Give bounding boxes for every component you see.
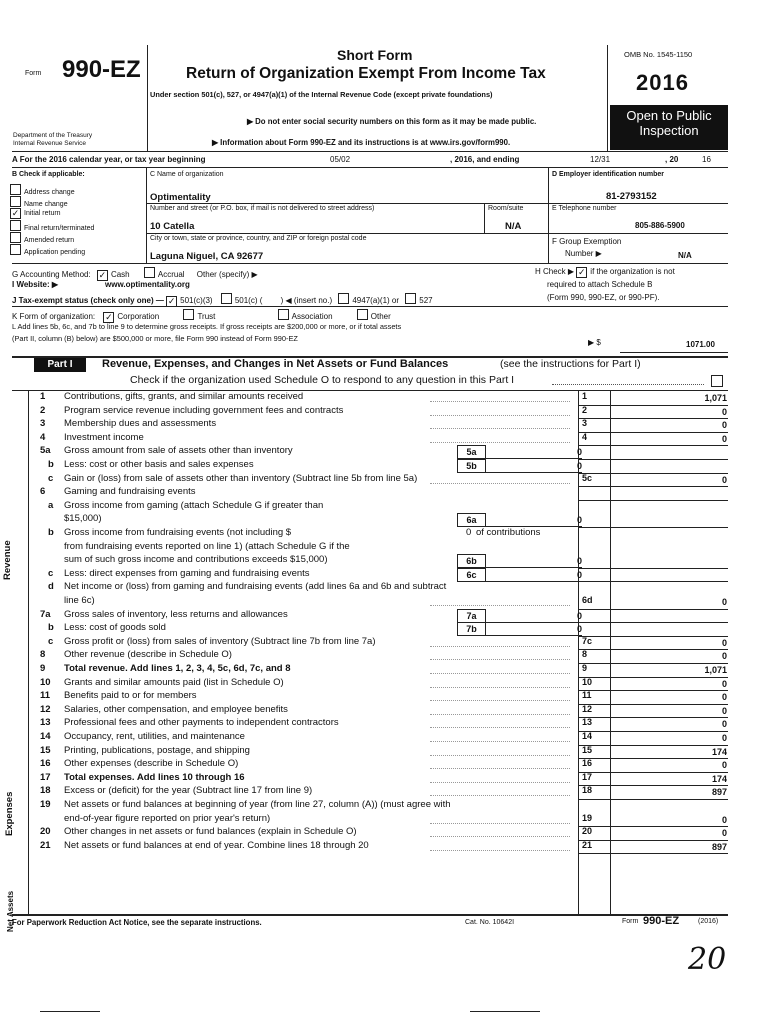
tax-year-begin: 05/02	[330, 155, 351, 164]
omb-number: OMB No. 1545-1150	[624, 50, 693, 59]
line-description: Less: cost of goods sold	[64, 622, 166, 634]
irs-label: Internal Revenue Service	[13, 140, 86, 147]
table-row	[0, 459, 770, 473]
line-description-cont: sum of such gross income and contributions exceeds $15,000)	[64, 554, 328, 566]
line-g-label: G Accounting Method:	[12, 270, 91, 279]
public-inspection-badge	[610, 105, 728, 150]
footer-form-year: (2016)	[698, 918, 719, 925]
line-box-label: 13	[582, 717, 593, 728]
checkbox-501c3[interactable]: ✓	[167, 296, 176, 306]
tax-year-end-year: 16	[702, 155, 711, 164]
leader-dots	[430, 605, 570, 606]
room-label: Room/suite	[488, 205, 524, 212]
line-h-label: H Check ▶	[535, 267, 575, 276]
leader-dots	[430, 795, 570, 796]
line-description: Other revenue (describe in Schedule O)	[64, 649, 232, 661]
form-number: 990-EZ	[62, 56, 141, 83]
checkbox-final-return[interactable]: Final return/terminated	[10, 220, 94, 232]
opt-association: Association	[291, 312, 333, 321]
line-number: c	[48, 472, 54, 484]
line-number: 10	[40, 676, 51, 688]
inner-box-label: 6c	[457, 568, 486, 582]
table-row	[0, 649, 770, 663]
table-row	[0, 527, 770, 568]
line-h-text4: (Form 990, 990-EZ, or 990-PF).	[547, 293, 660, 302]
fundraising-contributions-amount[interactable]: 0	[466, 527, 472, 538]
line-l-text1: L Add lines 5b, 6c, and 7b to line 9 to determine gross receipts. If gross receipts are $200,000 or more, or if total assets	[12, 322, 402, 331]
line-description: Professional fees and other payments to independent contractors	[64, 717, 339, 729]
table-row	[0, 445, 770, 459]
line-number: 2	[40, 404, 46, 416]
line-box-label: 14	[582, 731, 593, 741]
line-description: Net income or (loss) from gaming and fundraising events (add lines 6a and 6b and subtract	[64, 581, 447, 593]
line-a-end-year-label: , 20	[665, 155, 679, 164]
ein-label: D Employer identification number	[552, 171, 665, 178]
public-line2: Inspection	[639, 123, 699, 138]
part1-title-tail: (see the instructions for Part I)	[500, 358, 641, 370]
group-number-label: Number ▶	[565, 249, 602, 258]
line-amount[interactable]: 897	[711, 841, 727, 852]
line-g	[12, 267, 258, 281]
table-row	[0, 432, 770, 446]
line-amount[interactable]: 0	[721, 814, 727, 825]
line-number: 1	[40, 391, 46, 402]
leader-dots	[430, 700, 570, 701]
inner-amount[interactable]: 0	[576, 569, 582, 580]
inner-amount[interactable]: 0	[576, 515, 582, 526]
line-description: Total revenue. Add lines 1, 2, 3, 4, 5c, 6d, 7c, and 8	[64, 663, 291, 674]
inner-amount[interactable]: 0	[576, 447, 582, 458]
line-description: Gross profit or (loss) from sales of inventory (Subtract line 7b from line 7a)	[64, 635, 376, 647]
line-a-mid: , 2016, and ending	[450, 155, 520, 164]
line-box-label: 4	[582, 431, 588, 442]
opt-501c-insert: ) ◀ (insert no.)	[280, 296, 333, 305]
public-line1: Open to Public	[626, 108, 712, 123]
org-name-value[interactable]: Optimentality	[150, 192, 211, 203]
table-row	[0, 690, 770, 704]
line-k	[12, 309, 391, 323]
line-description: Gross income from gaming (attach Schedule G if greater than	[64, 499, 324, 511]
line-amount[interactable]: 174	[711, 746, 727, 757]
line-description: Excess or (deficit) for the year (Subtract line 17 from line 9)	[64, 785, 313, 797]
table-row	[0, 704, 770, 718]
group-exemption-label: F Group Exemption	[552, 237, 622, 246]
line-amount[interactable]: 0	[721, 733, 727, 743]
table-row	[0, 473, 770, 487]
side-label-revenue: Revenue	[2, 540, 13, 580]
city-value[interactable]: Laguna Niguel, CA 92677	[150, 251, 264, 262]
line-description: Less: direct expenses from gaming and fundraising events	[64, 567, 310, 579]
line-number: 8	[40, 649, 46, 661]
line-box-label: 19	[582, 812, 593, 823]
inner-box-label: 7b	[457, 622, 486, 636]
phone-label: E Telephone number	[552, 205, 617, 212]
line-number: 3	[40, 418, 46, 430]
line-description: Gross amount from sale of assets other than inventory	[64, 445, 293, 457]
line-description: Membership dues and assessments	[64, 418, 217, 430]
line-box-label: 20	[582, 826, 593, 837]
website-label: I Website: ▶	[12, 280, 59, 289]
opt-corporation: Corporation	[117, 312, 160, 321]
checkbox-initial-return[interactable]: ✓ Initial return	[11, 208, 61, 218]
line-description: Program service revenue including government fees and contracts	[64, 404, 344, 416]
line-description: Other expenses (describe in Schedule O)	[64, 758, 239, 770]
table-row	[0, 486, 770, 500]
line-description: Investment income	[64, 431, 144, 443]
checkbox-association[interactable]	[278, 309, 289, 320]
line-number: 5a	[40, 445, 51, 457]
line-description: Gaming and fundraising events	[64, 486, 196, 498]
checkbox-address-change[interactable]: Address change	[10, 184, 75, 196]
inner-box-label: 5b	[457, 459, 486, 473]
leader-dots	[430, 850, 570, 851]
street-value[interactable]: 10 Catella	[150, 221, 195, 232]
leader-dots	[430, 836, 570, 837]
table-row	[0, 799, 770, 826]
leader-dots	[430, 714, 570, 715]
table-row	[0, 500, 770, 527]
inner-amount[interactable]: 0	[576, 610, 582, 621]
line-box-label: 1	[582, 391, 588, 401]
table-row	[0, 622, 770, 636]
row-divider	[579, 853, 728, 854]
line-number: a	[48, 499, 54, 511]
table-row	[0, 785, 770, 799]
leader-dots	[430, 401, 570, 402]
line-amount[interactable]: 1,071	[704, 393, 727, 403]
table-row	[0, 745, 770, 759]
line-number: b	[48, 527, 54, 538]
org-name-label: C Name of organization	[150, 171, 224, 178]
leader-dots	[430, 428, 570, 429]
line-number: 18	[40, 785, 51, 797]
street-label: Number and street (or P.O. box, if mail is not delivered to street address)	[150, 205, 375, 212]
line-box-label: 10	[582, 676, 593, 687]
line-number: 19	[40, 799, 51, 810]
line-number: c	[48, 635, 54, 647]
inner-box-label: 5a	[457, 445, 486, 459]
line-box-label: 12	[582, 703, 593, 714]
checkbox-application-pending[interactable]: Application pending	[10, 244, 85, 256]
line-number: 7a	[40, 608, 51, 620]
line-amount[interactable]: 0	[721, 828, 727, 839]
inner-amount[interactable]: 0	[576, 556, 582, 567]
table-row	[0, 840, 770, 854]
table-row	[0, 758, 770, 772]
leader-dots	[430, 673, 570, 674]
side-label-net-assets: Net Assets	[6, 890, 15, 932]
table-row	[0, 663, 770, 677]
line-box-label: 11	[582, 690, 592, 701]
line-description: Other changes in net assets or fund balances (explain in Schedule O)	[64, 826, 357, 838]
table-row	[0, 772, 770, 786]
table-row	[0, 609, 770, 623]
line-box-label: 3	[582, 418, 588, 429]
leader-dots	[430, 415, 570, 416]
website-value[interactable]: www.optimentality.org	[105, 280, 190, 289]
part1-tag: Part I	[34, 358, 86, 372]
line-h-text2: if the organization is not	[590, 267, 675, 276]
line-description: Total expenses. Add lines 10 through 16	[64, 771, 245, 783]
form-prefix: Form	[25, 70, 42, 77]
inner-amount[interactable]: 0	[576, 624, 582, 635]
line-l-arrow: ▶ $	[588, 338, 601, 347]
leader-dots	[430, 483, 570, 484]
line-box-label: 9	[582, 663, 588, 673]
line-number: 9	[40, 663, 46, 674]
other-method-label: Other (specify) ▶	[196, 270, 258, 279]
line-amount[interactable]: 0	[721, 474, 727, 485]
leader-dots	[430, 782, 570, 783]
line-description: Net assets or fund balances at beginning of year (from line 27, column (A)) (must agree with	[64, 799, 451, 810]
checkbox-527[interactable]	[405, 293, 416, 304]
line-number: d	[48, 581, 54, 593]
line-box-label: 15	[582, 744, 593, 755]
line-box-label: 18	[582, 785, 593, 796]
line-a-label: A For the 2016 calendar year, or tax year beginning	[12, 155, 206, 164]
opt-trust: Trust	[197, 312, 216, 321]
line-number: 20	[40, 826, 51, 838]
line-number: 21	[40, 839, 51, 851]
opt-501c3: 501(c)(3)	[180, 296, 213, 305]
line-amount[interactable]: 0	[721, 678, 727, 689]
line-description: Gross sales of inventory, less returns and allowances	[64, 608, 288, 620]
table-row	[0, 568, 770, 582]
inner-box-label: 6a	[457, 513, 486, 527]
checkbox-501c[interactable]	[221, 293, 232, 304]
line-amount[interactable]: 0	[721, 760, 727, 771]
line-box-label: 5c	[582, 472, 593, 483]
line-box-label: 16	[582, 758, 593, 769]
checkbox-corporation[interactable]: ✓	[105, 312, 113, 322]
leader-dots	[430, 659, 570, 660]
footer-form-number: 990-EZ	[643, 915, 680, 927]
table-row	[0, 581, 770, 608]
line-description-cont: from fundraising events reported on line 1) (attach Schedule G if the	[64, 540, 350, 552]
line-number: 17	[40, 771, 51, 783]
line-amount[interactable]: 0	[721, 420, 727, 431]
line-j-label: J Tax-exempt status (check only one) —	[12, 296, 164, 305]
opt-other: Other	[370, 312, 391, 321]
line-number: b	[48, 622, 54, 634]
tax-year-end: 12/31	[590, 155, 611, 164]
line-description: Less: cost or other basis and sales expenses	[64, 459, 254, 470]
checkbox-schedule-b[interactable]: ✓	[578, 267, 586, 277]
checkbox-trust[interactable]	[183, 309, 194, 320]
opt-501c: 501(c) (	[234, 296, 263, 305]
room-value[interactable]: N/A	[505, 221, 522, 232]
line-h-text3: required to attach Schedule B	[547, 280, 653, 289]
line-amount[interactable]: 0	[721, 406, 727, 417]
side-label-expenses: Expenses	[4, 791, 15, 836]
leader-dots	[430, 687, 570, 688]
leader-dots	[430, 755, 570, 756]
line-description: Gain or (loss) from sale of assets other than inventory (Subtract line 5b from line 5a)	[64, 472, 418, 484]
table-row	[0, 636, 770, 650]
line-box-label: 8	[582, 649, 588, 660]
line-amount[interactable]: 0	[721, 433, 727, 444]
line-j	[12, 293, 433, 307]
line-h	[535, 267, 675, 278]
leader-dots	[430, 823, 570, 824]
tax-year: 2016	[636, 70, 689, 95]
line-l-text2: (Part II, column (B) below) are $500,000 or more, file Form 990 instead of Form 990-EZ	[12, 334, 298, 343]
section-b-label: B Check if applicable:	[12, 171, 85, 178]
inner-box-label: 7a	[457, 609, 486, 623]
leader-dots	[430, 727, 570, 728]
line-description: Salaries, other compensation, and employee benefits	[64, 703, 288, 715]
line-description: Contributions, gifts, grants, and similar amounts received	[64, 391, 304, 402]
inner-amount[interactable]: 0	[576, 461, 582, 471]
part1-title: Revenue, Expenses, and Changes in Net Assets or Fund Balances	[102, 358, 449, 370]
line-description: Grants and similar amounts paid (list in Schedule O)	[64, 676, 284, 688]
checkbox-accrual[interactable]	[144, 267, 155, 278]
group-exemption-value[interactable]: N/A	[678, 251, 692, 260]
gross-receipts-value[interactable]: 1071.00	[686, 340, 715, 349]
line-description-cont: $15,000)	[64, 513, 102, 525]
form-subtitle: Under section 501(c), 527, or 4947(a)(1) of the Internal Revenue Code (except private foundations)	[150, 90, 493, 99]
line-box-label: 7c	[582, 635, 593, 646]
table-row	[0, 826, 770, 840]
checkbox-cash[interactable]: ✓	[98, 270, 107, 280]
line-number: 4	[40, 431, 46, 443]
form-short-title: Short Form	[337, 47, 413, 63]
ssn-notice: ▶ Do not enter social security numbers on this form as it may be made public.	[247, 117, 537, 126]
line-description: Net assets or fund balances at end of year. Combine lines 18 through 20	[64, 839, 369, 851]
table-row	[0, 677, 770, 691]
line-description: Printing, publications, postage, and shipping	[64, 744, 250, 756]
accrual-label: Accrual	[157, 270, 185, 279]
line-k-label: K Form of organization:	[12, 312, 96, 321]
line-box-label: 6d	[582, 594, 593, 605]
checkbox-other[interactable]	[357, 309, 368, 320]
line-number: 16	[40, 758, 51, 770]
opt-4947: 4947(a)(1) or	[352, 296, 400, 305]
ein-value[interactable]: 81-2793152	[606, 191, 657, 202]
line-number: 11	[40, 690, 51, 702]
table-row	[0, 731, 770, 745]
form-main-title: Return of Organization Exempt From Income Tax	[186, 65, 546, 82]
footer-paperwork-notice: For Paperwork Reduction Act Notice, see the separate instructions.	[12, 918, 262, 927]
phone-value[interactable]: 805-886-5900	[635, 221, 685, 230]
line-number: 13	[40, 717, 51, 729]
line-description: Benefits paid to or for members	[64, 690, 197, 702]
line-amount[interactable]: 0	[721, 719, 727, 730]
footer-form-label: Form	[622, 918, 639, 925]
line-box-label: 17	[582, 771, 593, 782]
line-amount[interactable]: 0	[721, 692, 727, 703]
line-description-cont: line 6c)	[64, 594, 95, 606]
line-amount[interactable]: 174	[711, 773, 727, 784]
line-description: Occupancy, rent, utilities, and maintenance	[64, 731, 245, 742]
department: Department of the Treasury	[13, 132, 93, 139]
line-description-cont: end-of-year figure reported on prior year's return)	[64, 812, 271, 824]
checkbox-amended-return[interactable]: Amended return	[10, 232, 74, 244]
line-amount[interactable]: 0	[721, 596, 727, 607]
line-number: 14	[40, 731, 51, 742]
line-amount[interactable]: 0	[721, 705, 727, 716]
line-box-label: 2	[582, 404, 588, 415]
leader-dots	[430, 741, 570, 742]
cash-label: Cash	[110, 270, 130, 279]
line-box-label: 21	[582, 839, 593, 850]
info-notice: ▶ Information about Form 990-EZ and its instructions is at www.irs.gov/form990.	[212, 138, 511, 147]
checkbox-4947[interactable]	[338, 293, 349, 304]
footer-cat-no: Cat. No. 10642I	[465, 919, 515, 926]
opt-527: 527	[419, 296, 433, 305]
inner-box-label: 6b	[457, 554, 486, 568]
line-amount[interactable]: 0	[721, 637, 727, 648]
schedule-o-check-line: Check if the organization used Schedule O to respond to any question in this Part I	[130, 374, 515, 386]
line-number: 15	[40, 744, 51, 756]
fundraising-contributions-tail: of contributions	[476, 527, 541, 538]
city-label: City or town, state or province, country, and ZIP or foreign postal code	[150, 235, 367, 242]
checkbox-schedule-o[interactable]	[711, 375, 723, 387]
line-description: Gross income from fundraising events (not including $	[64, 527, 292, 538]
leader-dots	[430, 646, 570, 647]
table-row	[0, 418, 770, 432]
handwritten-mark: 20	[688, 942, 727, 977]
table-row	[0, 717, 770, 731]
table-row	[0, 391, 770, 405]
line-amount[interactable]: 1,071	[704, 665, 727, 675]
leader-dots	[430, 442, 570, 443]
line-number: c	[48, 567, 54, 579]
line-amount[interactable]: 897	[711, 787, 727, 798]
line-amount[interactable]: 0	[721, 651, 727, 662]
table-row	[0, 405, 770, 419]
leader-dots	[430, 768, 570, 769]
line-number: b	[48, 459, 54, 470]
line-number: 12	[40, 703, 51, 715]
checkbox-name-change[interactable]: Name change	[10, 196, 68, 208]
line-number: 6	[40, 486, 46, 498]
